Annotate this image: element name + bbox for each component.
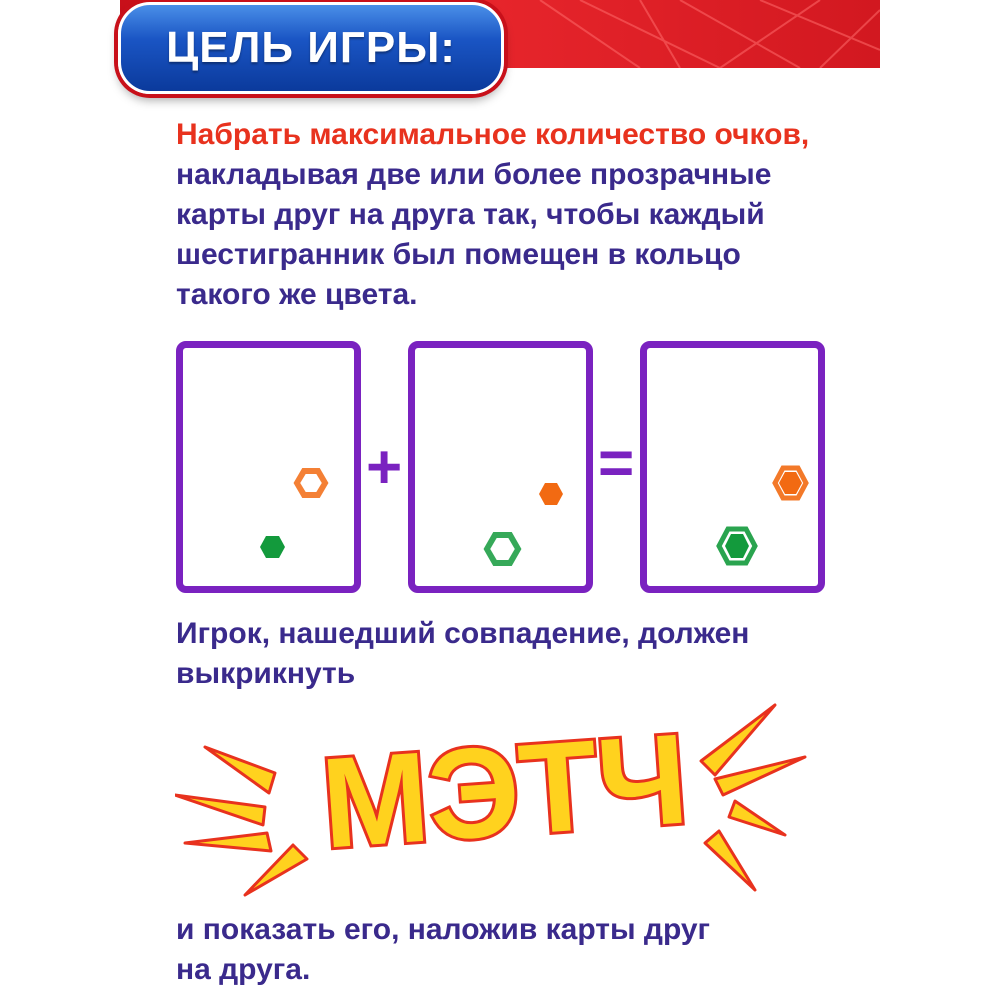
call-line: Игрок, нашедший совпадение, должен <box>176 617 750 650</box>
intro-line: шестигранник был помещен в кольцо <box>176 238 741 271</box>
green-hexagon <box>725 534 749 558</box>
intro-lead: Набрать максимальное количество очков, <box>176 118 810 151</box>
header-pill <box>118 2 504 94</box>
equals-sign: = <box>598 429 635 498</box>
intro-line: карты друг на друга так, чтобы каждый <box>176 198 765 231</box>
call-line: выкрикнуть <box>176 657 356 690</box>
card-one <box>176 341 361 593</box>
match-burst <box>175 685 825 905</box>
intro-line: такого же цвета. <box>176 278 418 311</box>
card-result <box>640 341 825 593</box>
page-title: ЦЕЛЬ ИГРЫ: <box>166 23 456 72</box>
orange-hexagon <box>539 483 563 505</box>
outro-paragraph <box>176 910 876 990</box>
orange-hexagon <box>779 472 802 494</box>
card-one-art <box>183 348 354 586</box>
outro-line: на друга. <box>176 953 311 986</box>
plus-sign: + <box>366 433 403 502</box>
match-word: МЭТЧ <box>317 707 693 876</box>
outro-line: и показать его, наложив карты друг <box>176 913 711 946</box>
card-two <box>408 341 593 593</box>
card-two-art <box>415 348 586 586</box>
green-hexagon <box>260 536 285 558</box>
card-result-art <box>647 348 818 586</box>
intro-paragraph <box>176 115 876 315</box>
intro-line: накладывая две или более прозрачные <box>176 158 772 191</box>
call-paragraph <box>176 614 876 694</box>
